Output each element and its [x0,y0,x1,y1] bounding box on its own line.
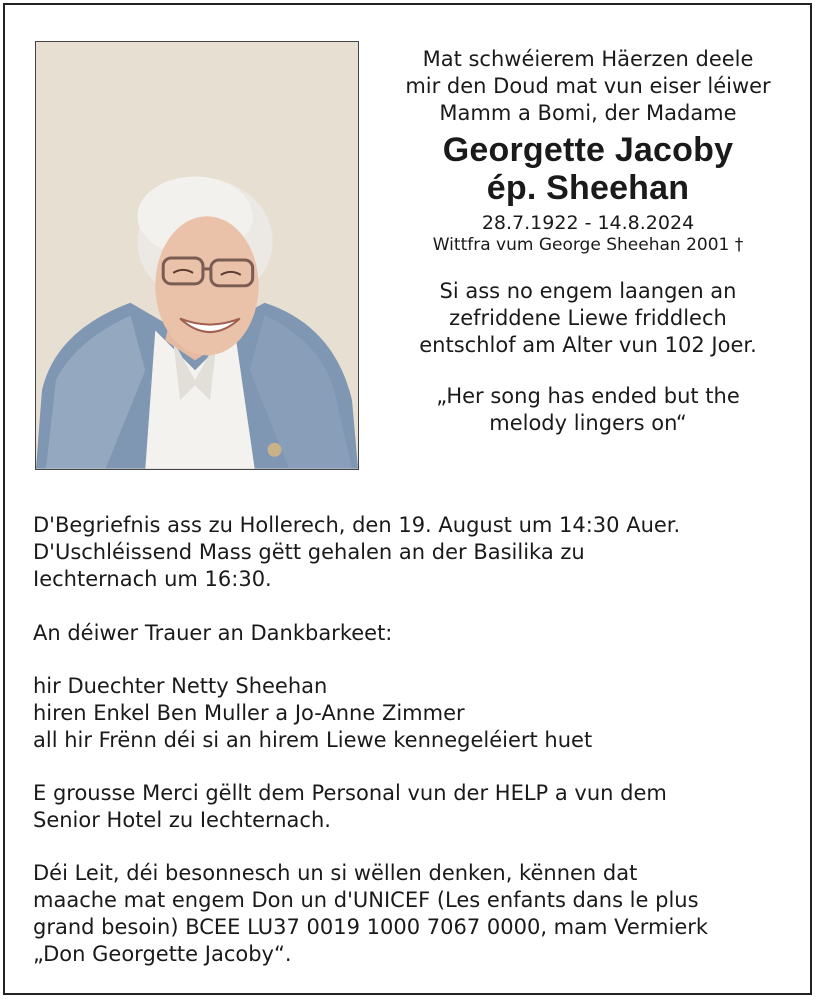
widow-note: Wittfra vum George Sheehan 2001 † [432,235,744,255]
announcement-header [370,46,806,437]
name-line: Georgette Jacoby [442,131,734,169]
intro-line: Mat schwéierem Häerzen deele [422,47,754,71]
funeral-line: D'Begriefnis ass zu Hollerech, den 19. August um 14:30 Auer. [33,513,681,537]
name-line: ép. Sheehan [486,169,690,207]
family-member: hiren Enkel Ben Muller a Jo-Anne Zimmer [33,701,465,725]
family-list [33,673,803,754]
intro-line: Mamm a Bomi, der Madame [439,101,737,125]
family-member: all hir Frënn déi si an hirem Liewe kennegeléiert huet [33,728,593,752]
thanks-note [33,780,803,834]
memorial-quote [370,383,806,437]
family-member: hir Duechter Netty Sheehan [33,674,328,698]
intro-line: mir den Doud mat vun eiser léiwer [405,74,771,98]
thanks-line: E grousse Merci gëllt dem Personal vun der HELP a vun dem [33,781,667,805]
portrait-photo [35,41,359,470]
donation-line: maache mat engem Don un d'UNICEF (Les enfants dans le plus [33,888,699,912]
donation-line: „Don Georgette Jacoby“. [33,942,292,966]
life-dates: 28.7.1922 - 14.8.2024 [481,212,695,234]
funeral-line: D'Uschléissend Mass gëtt gehalen an der Basilika zu [33,540,585,564]
mourning-line: An déiwer Trauer an Dankbarkeet: [33,621,393,645]
passing-line: entschlof am Alter vun 102 Joer. [419,333,757,357]
funeral-details [33,512,803,593]
quote-line: „Her song has ended but the [436,384,740,408]
quote-line: melody lingers on“ [489,411,687,435]
intro-text [370,46,806,127]
passing-line: zefriddene Liewe friddlech [449,306,727,330]
donation-line: grand besoin) BCEE LU37 0019 1000 7067 0000, mam Vermierk [33,915,709,939]
passing-line: Si ass no engem laangen an [439,279,737,303]
funeral-line: Iechternach um 16:30. [33,567,272,591]
thanks-line: Senior Hotel zu Iechternach. [33,808,331,832]
deceased-name [370,131,806,207]
notice-body [33,512,803,995]
donation-note [33,860,803,968]
passing-text [370,278,806,359]
mourning-intro [33,620,803,647]
donation-line: Déi Leit, déi besonnesch un si wëllen denken, kënnen dat [33,861,638,885]
